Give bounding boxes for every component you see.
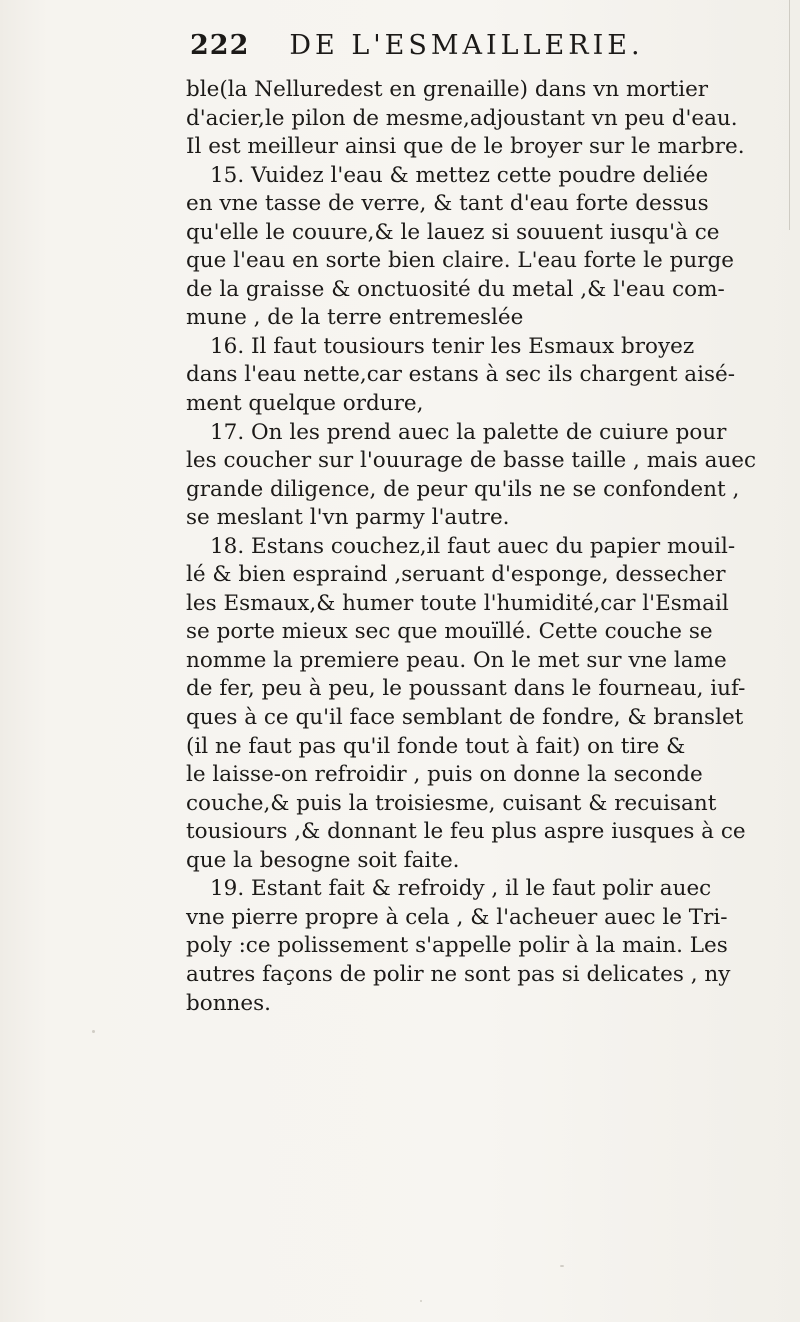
text-line: ment quelque ordure, — [186, 391, 424, 417]
text-line: qu'elle le couure,& le lauez si souuent iusqu'à ce — [186, 219, 720, 245]
text-line: dans l'eau nette,car estans à sec ils chargent aisé- — [186, 362, 736, 388]
text-line: mune , de la terre entremeslée — [186, 305, 524, 331]
text-line: que l'eau en sorte bien claire. L'eau forte le purge — [186, 248, 734, 274]
text-line: les coucher sur l'ouurage de basse taille , mais auec — [186, 448, 757, 474]
text-line: tousiours ,& donnant le feu plus aspre iusques à ce — [186, 819, 746, 845]
text-line: (il ne faut pas qu'il fonde tout à fait) on tire & — [186, 733, 686, 759]
text-line: nomme la premiere peau. On le met sur vne lame — [186, 647, 727, 673]
text-line: grande diligence, de peur qu'ils ne se confondent , — [186, 476, 740, 502]
paper-speck — [92, 1030, 95, 1033]
text-line: d'acier,le pilon de mesme,adjoustant vn peu d'eau. — [186, 105, 738, 131]
page-number: 222 — [190, 30, 250, 61]
body-text — [186, 76, 786, 1018]
text-line: 16. Il faut tousiours tenir les Esmaux broyez — [210, 333, 695, 359]
text-line: bonnes. — [186, 990, 271, 1016]
text-line: 17. On les prend auec la palette de cuiure pour — [210, 419, 727, 445]
page-edge-line — [789, 0, 790, 230]
running-title: DE L'ESMAILLERIE. — [289, 30, 644, 61]
paper-speck — [420, 1300, 422, 1302]
paper-speck — [560, 1265, 564, 1267]
text-line: ble(la Nelluredest en grenaille) dans vn mortier — [186, 77, 709, 102]
text-line: les Esmaux,& humer toute l'humidité,car l'Esmail — [186, 590, 729, 616]
text-line: lé & bien espraind ,seruant d'esponge, dessecher — [186, 562, 726, 588]
text-line: se meslant l'vn parmy l'autre. — [186, 505, 510, 531]
text-line: que la besogne soit faite. — [186, 847, 460, 873]
text-line: autres façons de polir ne sont pas si delicates , ny — [186, 961, 731, 987]
text-line: ques à ce qu'il face semblant de fondre, & branslet — [186, 705, 744, 731]
text-line: de fer, peu à peu, le poussant dans le fourneau, iuf- — [186, 676, 746, 702]
text-line: 19. Estant fait & refroidy , il le faut polir auec — [210, 876, 712, 902]
text-line: se porte mieux sec que mouïllé. Cette couche se — [186, 619, 713, 645]
text-line: Il est meilleur ainsi que de le broyer sur le marbre. — [186, 134, 745, 160]
text-line: couche,& puis la troisiesme, cuisant & recuisant — [186, 790, 717, 816]
text-line: poly :ce polissement s'appelle polir à la main. Les — [186, 933, 728, 959]
text-line: en vne tasse de verre, & tant d'eau forte dessus — [186, 191, 709, 217]
page-header — [190, 30, 750, 61]
text-line: 15. Vuidez l'eau & mettez cette poudre deliée — [210, 162, 709, 188]
text-line: 18. Estans couchez,il faut auec du papier mouil- — [210, 533, 736, 559]
text-line: le laisse-on refroidir , puis on donne la seconde — [186, 762, 703, 788]
text-line: de la graisse & onctuosité du metal ,& l'eau com- — [186, 276, 725, 302]
text-line: vne pierre propre à cela , & l'acheuer auec le Tri- — [186, 904, 728, 930]
